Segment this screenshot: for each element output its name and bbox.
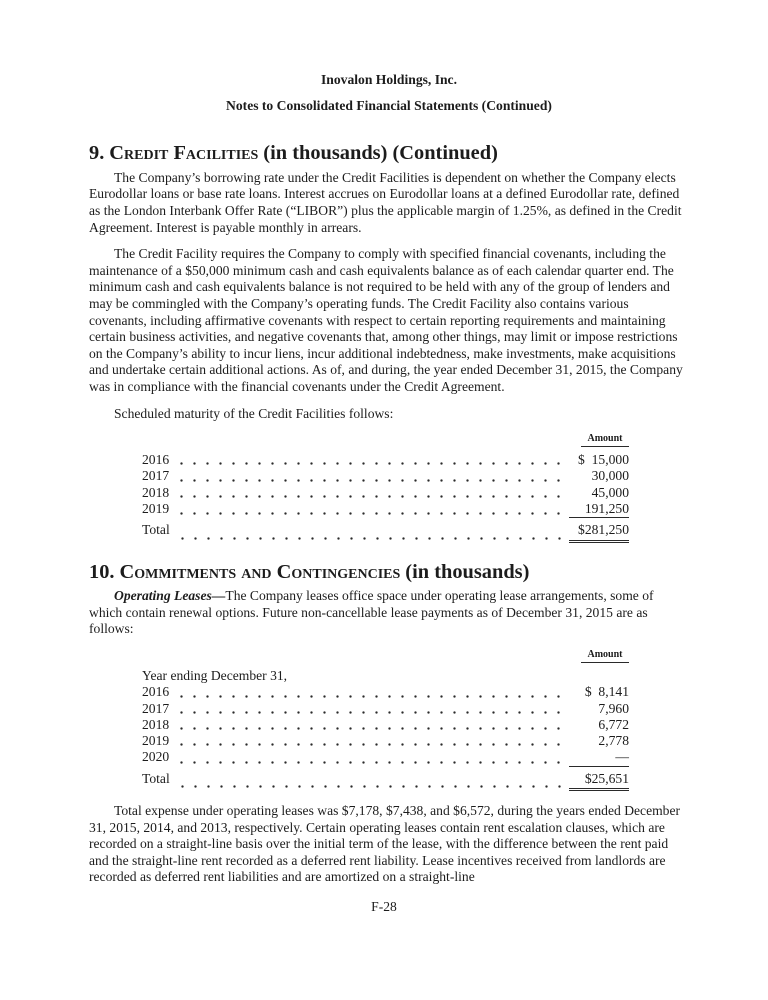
section-9-title: Credit Facilities	[109, 142, 259, 165]
row-label: 2016	[142, 452, 170, 468]
table-header-row	[142, 649, 629, 663]
section-9-heading	[89, 142, 689, 165]
credit-maturity-table	[142, 433, 629, 542]
table-row	[142, 485, 629, 501]
operating-leases-paragraph	[89, 588, 689, 638]
document-header	[89, 72, 689, 114]
amount-column-header: Amount	[581, 649, 629, 663]
section-10-title: Commitments and Contingencies	[119, 560, 401, 583]
dot-leader	[175, 695, 564, 698]
document-subtitle: Notes to Consolidated Financial Statements (Continued)	[226, 97, 552, 113]
credit-facilities-paragraph-2: The Credit Facility requires the Company to comply with specified financial covenants, including the maintenance of a $50,000 minimum cash and cash equivalents balance as of each calendar quarter end. The minimum cash and cash equivalents balance is not required to be held with any of the group of lenders and may be commingled with the Company’s operating funds. The Credit Facility also contains various covenants, including affirmative covenants with respect to certain reporting requirements and maintaining certain business activities, and negative covenants that, among other things, may limit or impose restrictions on the Company’s ability to incur liens, incur additional indebtedness, make investments, make acquisitions and undertake certain additional actions. As of, and during, the year ended December 31, 2015, the Company was in compliance with the financial covenants under the Credit Agreement.	[89, 246, 683, 394]
row-value: —	[569, 749, 629, 766]
dot-leader	[175, 761, 564, 764]
row-value: $ 15,000	[578, 452, 629, 468]
dot-leader	[176, 785, 564, 788]
credit-facilities-paragraph-3: Scheduled maturity of the Credit Facilities follows:	[114, 405, 394, 421]
credit-facilities-paragraph-1: The Company’s borrowing rate under the Credit Facilities is dependent on whether the Company elects Eurodollar loans or base rate loans. Interest accrues on Eurodollar loans at a defined Eurodollar rate, defined as the London Interbank Offer Rate (“LIBOR”) plus the applicable margin of 1.25%, as defined in the Credit Agreement. Interest is payable monthly in arrears.	[89, 169, 682, 235]
table-row	[142, 717, 629, 733]
row-label: 2019	[142, 500, 170, 516]
dot-leader	[175, 495, 564, 498]
dot-leader	[175, 512, 564, 515]
lease-payments-table	[142, 649, 629, 791]
dot-leader	[175, 462, 564, 465]
lease-expense-paragraph: Total expense under operating leases was $7,178, $7,438, and $6,572, during the years ended December 31, 2015, 2014, and 2013, respectively. Certain operating leases contain rent escalation clauses, which are recorded on a straight-line basis over the initial term of the lease, with the difference between the rent paid and the straight-line rent recorded as a deferred rent liability. Lease incentives received from landlords are recorded as deferred rent liabilities and are amortized on a straight-line	[89, 803, 681, 885]
dot-leader	[175, 743, 564, 746]
page-number: F-28	[371, 899, 397, 914]
table-total-row	[142, 522, 629, 542]
row-label: 2020	[142, 749, 170, 765]
total-label: Total	[142, 770, 170, 786]
table-caption-row	[142, 668, 629, 684]
row-label: 2018	[142, 484, 170, 500]
table-header-row	[142, 433, 629, 447]
total-label: Total	[142, 522, 170, 538]
table-row	[142, 501, 629, 518]
operating-leases-text: The Company leases office space under operating lease arrangements, some of which contain renewal options. Future non-cancellable lease payments as of December 31, 2015 are as follows:	[89, 588, 654, 637]
section-10-heading	[89, 560, 689, 583]
section-9-suffix: (in thousands) (Continued)	[263, 142, 498, 165]
section-9-number: 9.	[89, 142, 105, 165]
dot-leader	[175, 479, 564, 482]
table-row	[142, 468, 629, 484]
row-value: 7,960	[598, 700, 629, 716]
total-value: $25,651	[569, 771, 629, 791]
dot-leader	[175, 711, 564, 714]
row-value: 2,778	[598, 733, 629, 749]
row-value: 6,772	[598, 716, 629, 732]
row-label: 2018	[142, 716, 170, 732]
table-row	[142, 701, 629, 717]
total-value: $281,250	[569, 522, 629, 542]
row-value: 45,000	[591, 484, 629, 500]
section-10-suffix: (in thousands)	[405, 560, 530, 583]
row-label: 2016	[142, 684, 170, 700]
row-label: 2017	[142, 700, 170, 716]
document-title: Inovalon Holdings, Inc.	[321, 72, 457, 87]
table-row	[142, 749, 629, 766]
dot-leader	[175, 727, 564, 730]
table-row	[142, 733, 629, 749]
section-commitments-contingencies	[89, 560, 689, 886]
section-credit-facilities	[89, 142, 689, 542]
table-row	[142, 452, 629, 468]
row-label: 2019	[142, 733, 170, 749]
caption-label: Year ending December 31,	[142, 667, 288, 683]
amount-column-header: Amount	[581, 433, 629, 447]
row-value: $ 8,141	[584, 684, 629, 700]
row-value: 30,000	[591, 468, 629, 484]
section-10-number: 10.	[89, 560, 115, 583]
table-total-row	[142, 771, 629, 791]
row-value: 191,250	[569, 501, 629, 518]
table-row	[142, 684, 629, 700]
operating-leases-lead-in: Operating Leases—	[114, 588, 226, 604]
dot-leader	[176, 537, 564, 540]
row-label: 2017	[142, 468, 170, 484]
